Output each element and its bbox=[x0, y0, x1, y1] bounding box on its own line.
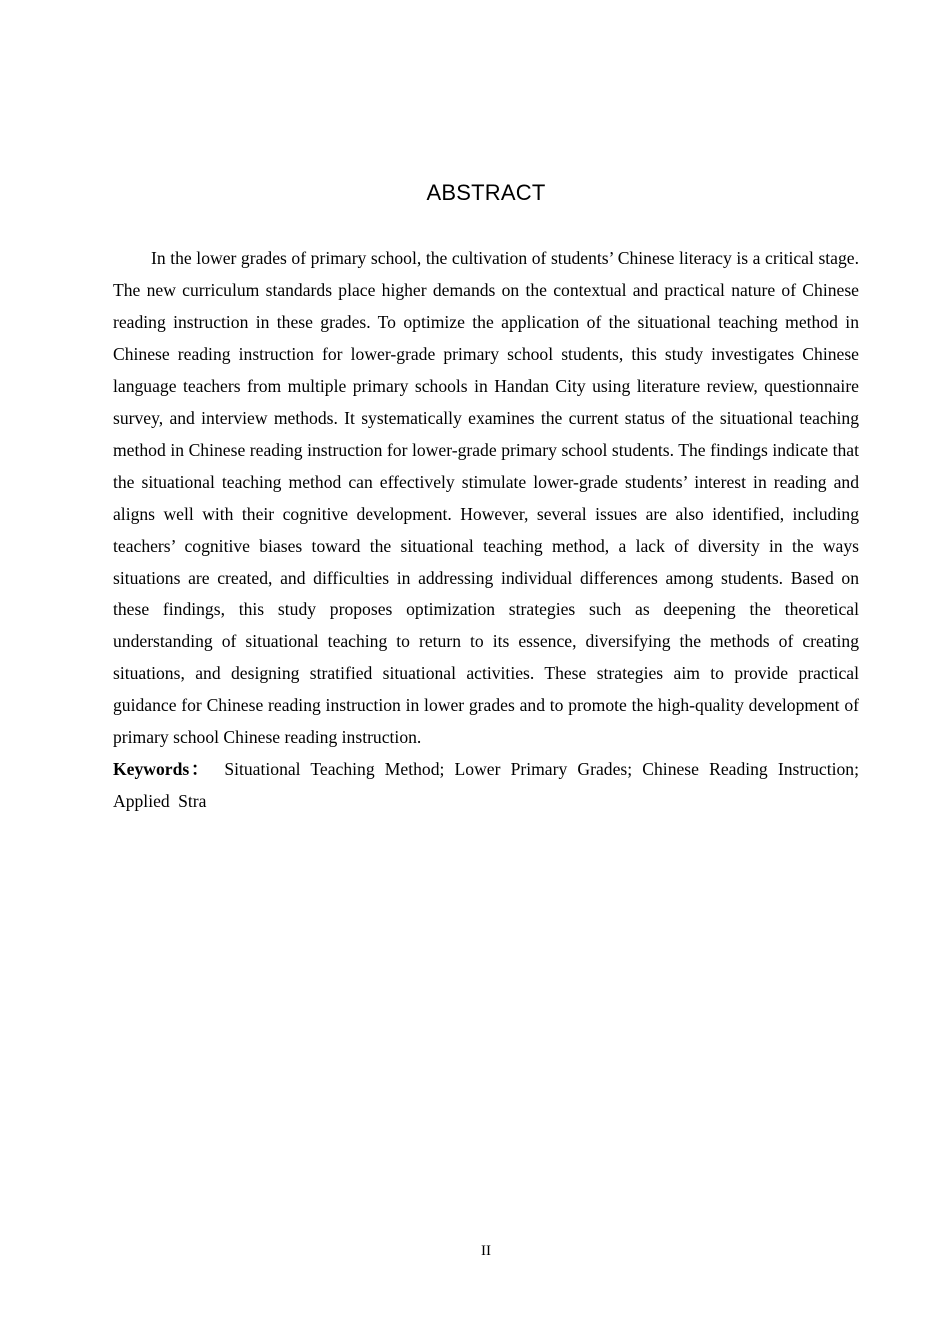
abstract-paragraph: In the lower grades of primary school, the cultivation of students’ Chinese literacy is a critical stage. The new curriculum standards place higher demands on the contextual and practical nature of Chinese reading instruction in these grades. To optimize the application of the situational teaching method in Chinese reading instruction for lower-grade primary school students, this study investigates Chinese language teachers from multiple primary schools in Handan City using literature review, questionnaire survey, and interview methods. It systematically examines the current status of the situational teaching method in Chinese reading instruction for lower-grade primary school students. The findings indicate that the situational teaching method can effectively stimulate lower-grade students’ interest in reading and aligns well with their cognitive development. However, several issues are also identified, including teachers’ cognitive biases toward the situational teaching method, a lack of diversity in the ways situations are created, and difficulties in addressing individual differences among students. Based on these findings, this study proposes optimization strategies such as deepening the theoretical understanding of situational teaching to return to its essence, diversifying the methods of creating situations, and designing stratified situational activities. These strategies aim to provide practical guidance for Chinese reading instruction in lower grades and to promote the high-quality development of primary school Chinese reading instruction. bbox=[113, 248, 859, 748]
abstract-body bbox=[113, 243, 859, 818]
page-number: II bbox=[481, 1243, 491, 1259]
abstract-title: ABSTRACT bbox=[426, 180, 546, 205]
keywords-list: Situational Teaching Method; Lower Primary Grades; Chinese Reading Instruction; Applied Stra bbox=[113, 759, 859, 812]
keywords-line bbox=[113, 754, 859, 818]
keywords-separator: ： bbox=[189, 759, 211, 780]
keywords-label: Keywords bbox=[113, 759, 190, 780]
